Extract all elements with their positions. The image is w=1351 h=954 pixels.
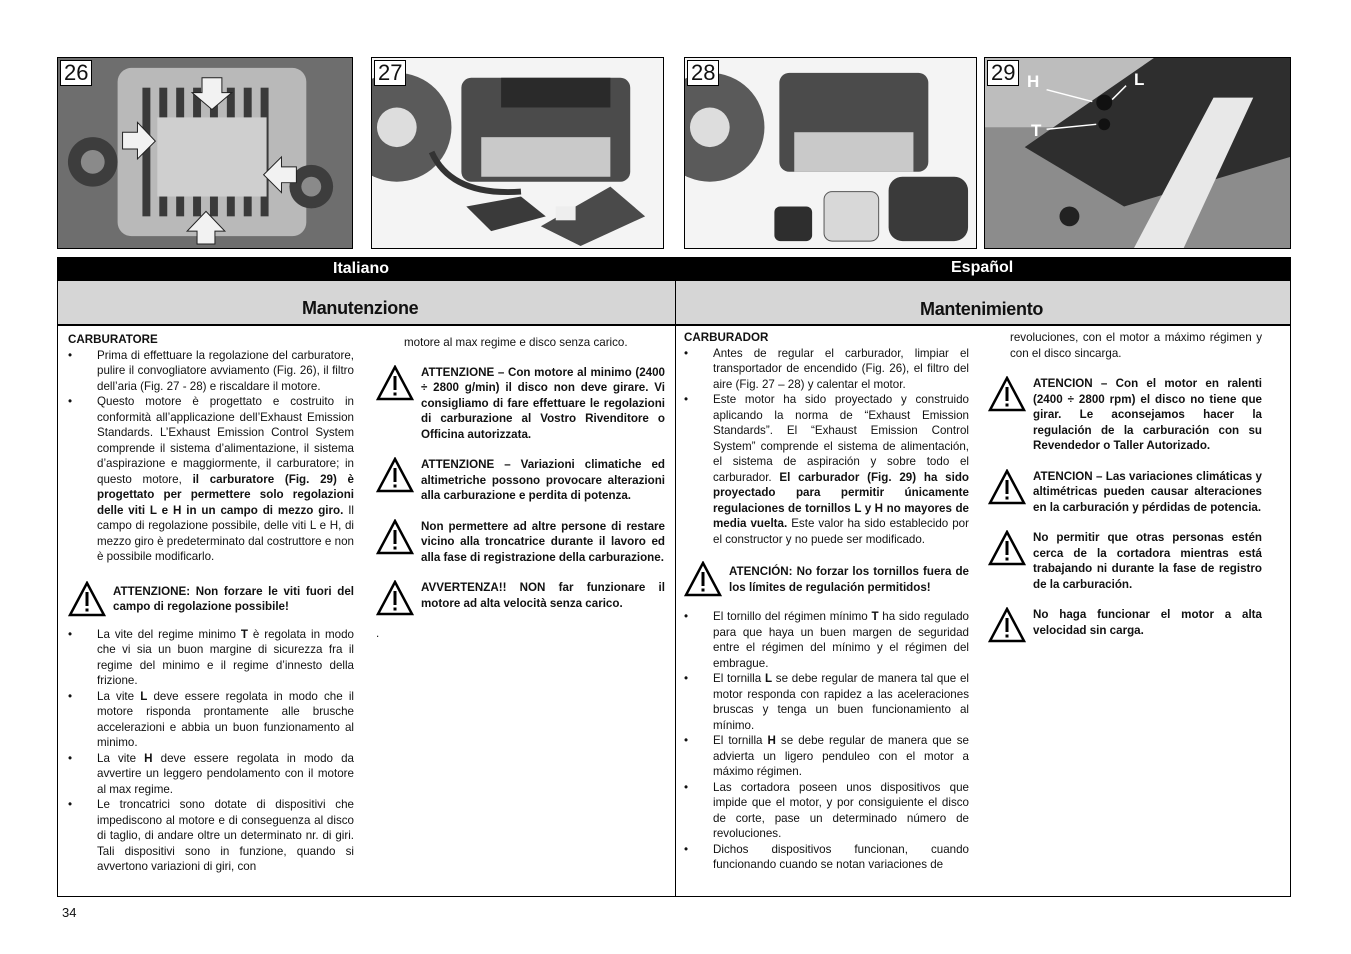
figure-number: 29 <box>987 60 1019 86</box>
figure-27 <box>371 57 664 249</box>
warning-note: No haga funcionar el motor a alta velocidad sin carga. <box>988 607 1262 643</box>
warning-triangle-icon <box>376 580 414 616</box>
list-item: • Las cortadora poseen unos dispositivos que impide que el motor, y por consiguiente el disco de corte, pase un determinado número de revoluciones. <box>684 780 969 842</box>
warning-triangle-icon <box>988 607 1026 643</box>
warning-note: No permitir que otras personas estén cerca de la cortadora mientras está trabajando ni durante la fase de registro de la carburación. <box>988 530 1262 592</box>
list-item: • Este motor ha sido proyectado y construido aplicando la norma de “Exhaust Emission Standards”. El “Exhaust Emission Control System” comprende el sistema de alimentación, el sistema de aspiración y sobre todo el carburador. El carburador (Fig. 29) ha sido proyectado para permitir únicamente regulaciones de tornillos L y H no mayores de media vuelta. Este valor ha sido establecido por el constructor y no puede ser modificado. <box>684 392 969 547</box>
list-item: • El tornilla L se debe regular de manera tal que el motor responda con rapidez a las aceleraciones bruscas y tenga un buen funcionamiento al mínimo. <box>684 671 969 733</box>
stray-dot: . <box>376 627 380 640</box>
warning-triangle-icon <box>376 365 414 401</box>
warning-triangle-icon <box>988 469 1026 505</box>
figure-number: 28 <box>687 60 719 86</box>
warning-note: AVVERTENZA!! NON far funzionare il motore ad alta velocità senza carico. <box>376 580 665 616</box>
screw-label-t: T <box>1031 121 1042 140</box>
italian-column-2 <box>376 335 665 642</box>
section-title-row <box>57 281 1291 325</box>
warning-triangle-icon <box>376 519 414 555</box>
list-item: • Dichos dispositivos funcionan, cuando funcionando cuando se notan variaciones de <box>684 842 969 873</box>
language-bar <box>57 257 1291 281</box>
column-divider <box>675 326 676 897</box>
list-item: • Antes de regular el carburador, limpiar el transportador de encendido (Fig. 26), el filtro del aire (Fig. 27 – 28) y calentar el motor. <box>684 346 969 393</box>
screw-label-l: L <box>1134 70 1145 89</box>
warning-note: ATTENZIONE – Variazioni climatiche ed altimetriche possono provocare alterazioni alla carburazione e perdita di potenza. <box>376 457 665 504</box>
section-title-italian: Manutenzione <box>302 298 419 318</box>
warning-note: ATENCION – Las variaciones climáticas y altimétricas pueden causar alteraciones en la carburación y pérdidas de potencia. <box>988 469 1262 516</box>
warning-note: ATTENZIONE – Con motore al minimo (2400 ÷ 2800 g/min) il disco non deve girare. Vi consigliamo di fare effettuare le regolazioni di carburazione al Vostro Rivenditore o Officina autorizzata. <box>376 365 665 443</box>
continued-text: motore al max regime e disco senza carico. <box>404 336 628 349</box>
heading-carburador: CARBURADOR <box>684 331 769 344</box>
list-item: • La vite H deve essere regolata in modo da avvertire un leggero pendolamento con il motore al max regime. <box>68 751 354 798</box>
bullet-list <box>684 346 969 548</box>
warning-note: ATENCION – Con el motor en ralenti (2400 ÷ 2800 rpm) el disco no tiene que girar. Le aconsejamos hacer la regulación de la carburación con su Revendedor o Taller Autorizado. <box>988 376 1262 454</box>
warning-note: ATTENZIONE: Non forzare le viti fuori del campo di regolazione possibile! <box>68 581 354 617</box>
figure-number: 26 <box>60 60 92 86</box>
list-item: • Le troncatrici sono dotate di dispositivi che impediscono al motore e di conseguenza al disco di taglio, di andare oltre un determinato nr. di giri. Tali dispositivi sono in funzione, quando si avvertono variazioni di giri, con <box>68 797 354 875</box>
warning-note: Non permettere ad altre persone di restare vicino alla troncatrice durante il lavoro ed alla fase di registrazione della carburazione. <box>376 519 665 566</box>
warning-triangle-icon <box>68 581 106 617</box>
bullet-list <box>68 627 354 875</box>
bullet-list <box>68 348 354 565</box>
warning-note: ATENCIÓN: No forzar los tornillos fuera de los límites de regulación permitidos! <box>684 561 969 597</box>
warning-triangle-icon <box>988 530 1026 566</box>
spanish-column-2 <box>988 330 1262 643</box>
italian-column-1 <box>68 332 354 875</box>
list-item: • La vite L deve essere regolata in modo che il motore risponda prontamente alle brusche accelerazioni e abbia un buon funzionamento al minimo. <box>68 689 354 751</box>
column-divider <box>675 281 676 325</box>
figure-number: 27 <box>374 60 406 86</box>
list-item: • Questo motore è progettato e costruito in conformità all’applicazione dell’Exhaust Emission Standards. L’Exhaust Emission Control System comprende il sistema d’alimentazione, il sistema d’aspirazione e maggiormente, il carburatore; in questo motore, il carburatore (Fig. 29) è progettato per permettere solo regolazioni delle viti L e H in un campo di mezzo giro. Il campo di regolazione possibile, delle viti L e H, di mezzo giro è predeterminato dal costruttore e non è possibile modificarlo. <box>68 394 354 565</box>
language-spanish: Español <box>951 259 1014 276</box>
list-item: • El tornillo del régimen mínimo T ha sido regulado para que haya un buen margen de seguridad entre el régimen del mínimo y el régimen del embrague. <box>684 609 969 671</box>
language-italian: Italiano <box>333 260 390 277</box>
warning-triangle-icon <box>376 457 414 493</box>
screw-label-h: H <box>1027 72 1040 91</box>
list-item: • La vite del regime minimo T è regolata in modo che vi sia un buon margine di sicurezza fra il regime del minimo e il regime d’innesto della frizione. <box>68 627 354 689</box>
continued-text: revoluciones, con el motor a máximo régimen y con el disco sincarga. <box>1010 331 1262 360</box>
figure-29 <box>984 57 1291 249</box>
warning-triangle-icon <box>684 561 722 597</box>
warning-triangle-icon <box>988 376 1026 412</box>
list-item: • Prima di effettuare la regolazione del carburatore, pulire il convogliatore avviamento (Fig. 26), il filtro dell’aria (Fig. 27 - 28) e riscaldare il motore. <box>68 348 354 395</box>
figure-26 <box>57 57 353 249</box>
figure-28 <box>684 57 977 249</box>
air-filter-parts-photo <box>685 58 976 248</box>
starter-cover-photo <box>58 58 352 248</box>
heading-carburatore: CARBURATORE <box>68 333 158 346</box>
air-filter-removed-photo <box>372 58 663 248</box>
spanish-column-1 <box>684 330 969 873</box>
page-number: 34 <box>62 905 77 920</box>
section-title-spanish: Mantenimiento <box>920 299 1044 319</box>
list-item: • El tornilla H se debe regular de manera que se advierta un ligero penduleo con el motor a máximo régimen. <box>684 733 969 780</box>
bullet-list <box>684 609 969 873</box>
